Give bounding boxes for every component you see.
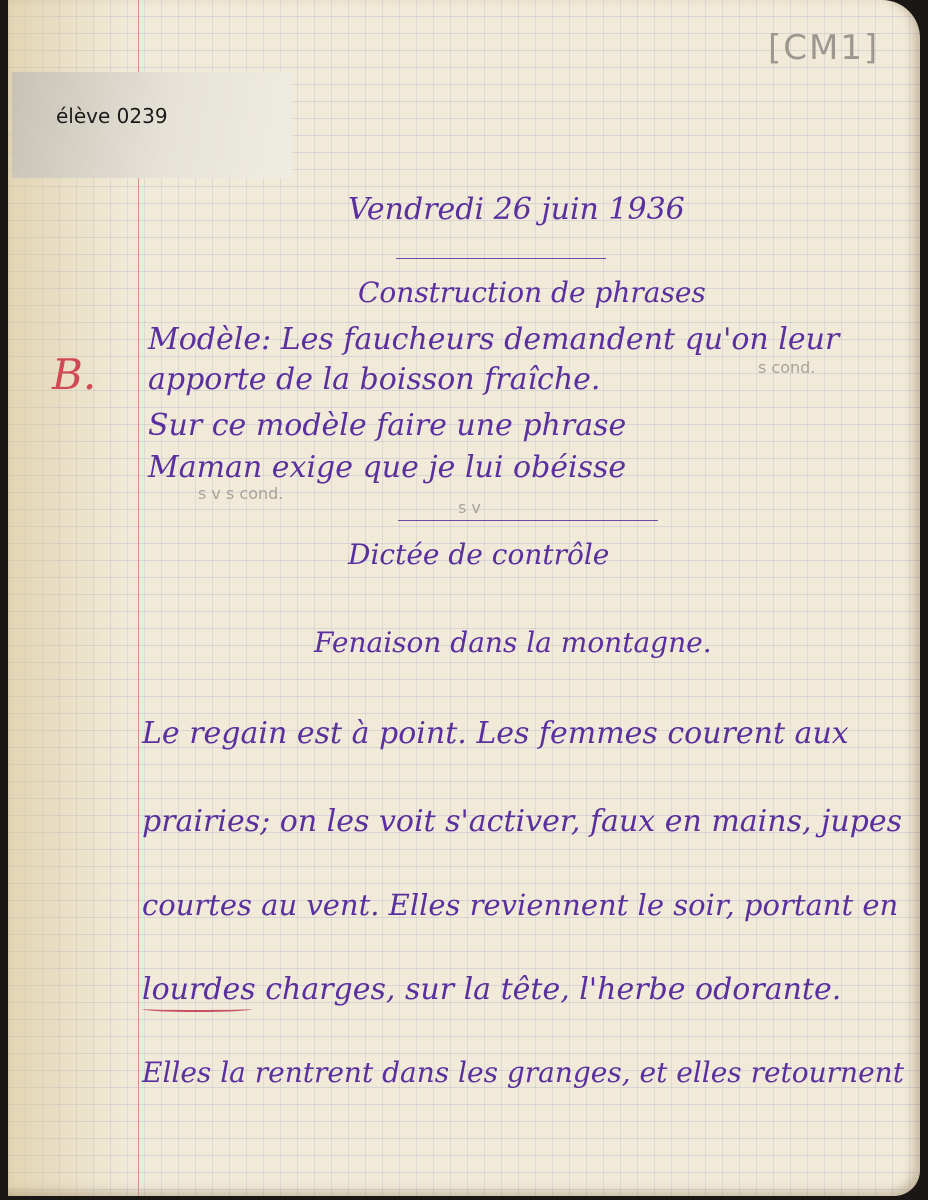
date-divider (396, 258, 606, 259)
margin-line (138, 0, 139, 1196)
dictation-line-4: lourdes charges, sur la tête, l'herbe odorante. (142, 972, 842, 1007)
date-heading: Vendredi 26 juin 1936 (348, 192, 685, 227)
dictation-line-2: prairies; on les voit s'activer, faux en mains, jupes (142, 804, 903, 839)
dictation-line-1: Le regain est à point. Les femmes courent aux (142, 716, 849, 751)
pencil-mark-2: s v s cond. (198, 484, 284, 503)
dictation-line-3: courtes au vent. Elles reviennent le soir, portant en (142, 888, 899, 922)
class-tag: [CM1] (768, 28, 880, 68)
exercise-line-4: Maman exige que je lui obéisse (148, 450, 627, 485)
dictation-line-5: Elles la rentrent dans les granges, et elles retournent (142, 1056, 904, 1089)
section-title-dictation: Dictée de contrôle (348, 538, 610, 571)
grade-mark: B. (52, 350, 97, 399)
pencil-mark-1: s cond. (758, 358, 816, 377)
section-title-construction: Construction de phrases (358, 276, 706, 309)
dictation-title: Fenaison dans la montagne. (314, 626, 712, 659)
student-label-text: élève 0239 (56, 104, 168, 128)
notebook-page (8, 0, 920, 1196)
student-label (12, 72, 292, 178)
exercise-divider (398, 520, 658, 521)
pencil-mark-3: s v (458, 498, 481, 517)
exercise-line-3: Sur ce modèle faire une phrase (148, 408, 627, 443)
exercise-line-2: apporte de la boisson fraîche. (148, 362, 601, 397)
exercise-line-1: Modèle: Les faucheurs demandent qu'on leur (148, 322, 840, 357)
